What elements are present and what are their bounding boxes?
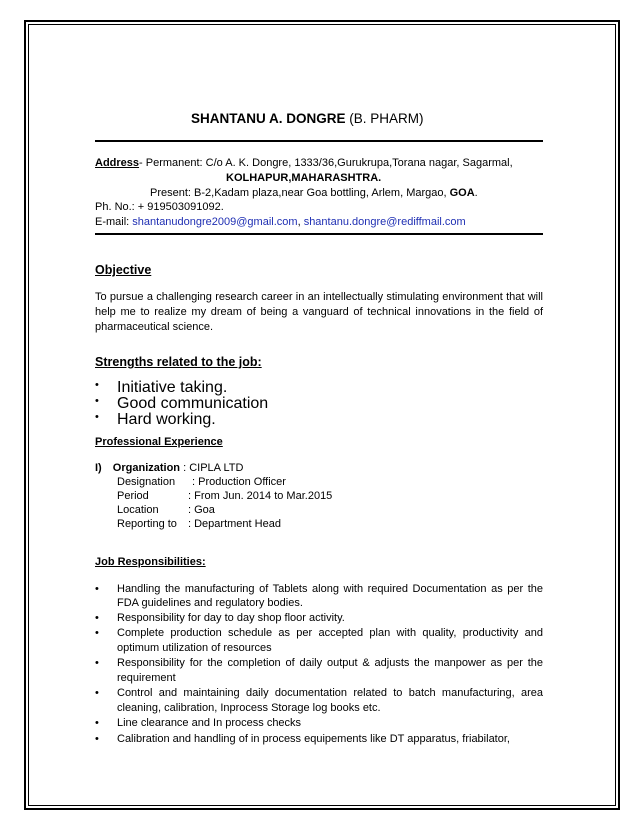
candidate-name: SHANTANU A. DONGRE xyxy=(191,111,346,126)
bullet-icon: • xyxy=(95,612,99,624)
bullet-icon: • xyxy=(95,411,99,423)
address-present-text: Present: B-2,Kadam plaza,near Goa bottling, Arlem, Margao, xyxy=(150,187,450,199)
responsibility-text: Handling the manufacturing of Tablets along with required Documentation as per the FDA guidelines and regulatory bodies. xyxy=(117,583,543,609)
email-link-rediff[interactable]: shantanu.dongre@rediffmail.com xyxy=(303,216,466,228)
experience-heading: Professional Experience xyxy=(95,436,223,448)
responsibility-text: Calibration and handling of in process equipements like DT apparatus, friabilator, xyxy=(117,733,510,745)
strength-text: Initiative taking. xyxy=(117,379,228,396)
email-separator: , xyxy=(297,216,304,228)
objective-text: To pursue a challenging research career in an intellectually stimulating environment that will help me to realize my dream of being a vanguard of technical innovations in the field of pharmaceutical science. xyxy=(95,291,543,333)
experience-detail xyxy=(117,504,215,516)
responsibilities-heading: Job Responsibilities: xyxy=(95,556,206,568)
bullet-icon: • xyxy=(95,733,99,745)
bullet-icon: • xyxy=(95,395,99,407)
detail-label: Reporting to xyxy=(117,518,177,530)
responsibility-text: Complete production schedule as per accepted plan with quality, productivity and optimum utilization of resources xyxy=(117,627,543,654)
detail-value: : From Jun. 2014 to Mar.2015 xyxy=(188,490,333,502)
bullet-icon: • xyxy=(95,717,99,729)
address-permanent xyxy=(95,157,513,169)
experience-index: I) xyxy=(95,462,102,474)
address-present-suffix: . xyxy=(474,187,478,199)
strength-text: Good communication xyxy=(117,395,269,412)
bullet-icon: • xyxy=(95,583,99,595)
page-title xyxy=(191,111,424,126)
objective-heading: Objective xyxy=(95,263,152,277)
responsibility-text: Control and maintaining daily documentation related to batch manufacturing, area cleaning, calibration, Inprocess Storage log books etc. xyxy=(117,687,543,714)
experience-detail xyxy=(117,490,332,502)
address-permanent-text: - Permanent: C/o A. K. Dongre, 1333/36,Gurukrupa,Torana nagar, Sagarmal, xyxy=(139,157,513,169)
strengths-heading: Strengths related to the job: xyxy=(95,355,262,369)
experience-entry-header xyxy=(95,462,243,474)
experience-detail xyxy=(117,518,281,530)
detail-value: : Department Head xyxy=(188,518,281,530)
strength-text: Hard working. xyxy=(117,411,216,428)
organization-value: : CIPLA LTD xyxy=(180,462,244,474)
header-divider xyxy=(95,140,543,142)
detail-label: Designation xyxy=(117,476,176,488)
address-present-state: GOA xyxy=(449,187,475,199)
responsibility-text: Responsibility for the completion of daily output & adjusts the manpower as per the requirement xyxy=(117,657,543,684)
detail-label: Location xyxy=(117,504,159,516)
bullet-icon: • xyxy=(95,627,99,639)
phone-number: Ph. No.: + 919503091092. xyxy=(95,201,224,213)
address-permanent-city: KOLHAPUR,MAHARASHTRA. xyxy=(226,172,382,184)
detail-label: Period xyxy=(117,490,149,502)
experience-detail xyxy=(117,476,286,488)
responsibility-text: Responsibility for day to day shop floor activity. xyxy=(117,612,345,624)
address-divider xyxy=(95,233,543,235)
organization-label: Organization xyxy=(112,462,181,474)
email-link-gmail[interactable]: shantanudongre2009@gmail.com xyxy=(132,216,298,228)
address-present xyxy=(150,187,478,199)
email-label: E-mail: xyxy=(95,216,133,228)
address-label: Address xyxy=(95,157,140,169)
detail-value: : Goa xyxy=(188,504,215,516)
candidate-qualification: (B. PHARM) xyxy=(349,111,424,126)
bullet-icon: • xyxy=(95,657,99,669)
bullet-icon: • xyxy=(95,687,99,699)
responsibility-text: Line clearance and In process checks xyxy=(117,717,302,729)
email-line xyxy=(95,216,466,228)
bullet-icon: • xyxy=(95,379,99,391)
detail-value: : Production Officer xyxy=(192,476,286,488)
